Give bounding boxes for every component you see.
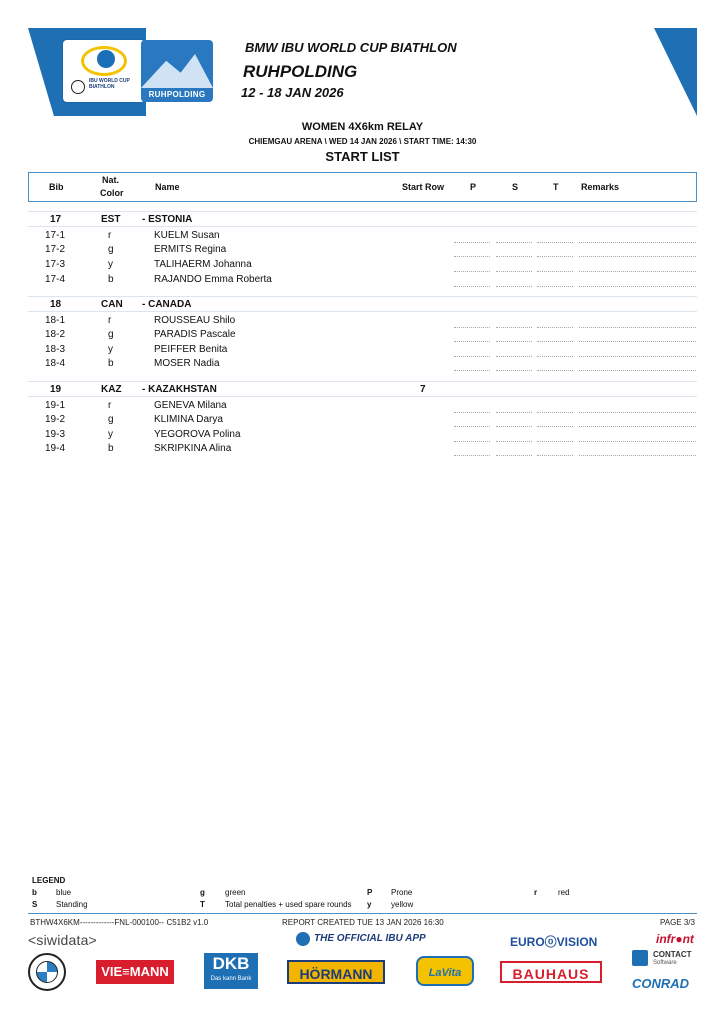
athlete-bib: 17-3 [45,259,66,270]
athlete-row [28,357,697,372]
total-line [537,341,573,342]
total-line [537,271,573,272]
team-name: - KAZAKHSTAN [142,384,217,395]
athlete-row [28,314,697,329]
document-code: BTHW4X6KM-------------FNL-000100-- C51B2 v1.0 [30,918,209,927]
page-number: PAGE 3/3 [660,918,695,927]
athlete-name: PARADIS Pascale [154,329,236,340]
total-line [537,286,573,287]
viessmann-logo: VIE≡MANN [96,960,174,984]
athlete-bib: 17-4 [45,274,66,285]
contact-logo: CONTACT [653,950,692,959]
team-nat: CAN [101,299,123,310]
athlete-bib: 17-2 [45,244,66,255]
athlete-bib: 17-1 [45,230,66,241]
team-row [28,296,697,312]
team-nat: EST [101,214,121,225]
athlete-color: r [108,400,112,411]
official-app-text: THE OFFICIAL IBU APP [314,933,426,944]
athlete-color: y [108,429,113,440]
prone-line [454,341,490,342]
report-created: REPORT CREATED TUE 13 JAN 2026 16:30 [282,918,444,927]
legend-key: b [32,888,37,897]
athlete-row [28,229,697,244]
remarks-line [579,271,696,272]
race-title: WOMEN 4X6km RELAY [301,121,424,133]
col-color: Color [100,188,124,198]
prone-line [454,370,490,371]
remarks-line [579,455,696,456]
remarks-line [579,341,696,342]
column-header [28,172,697,202]
athlete-row [28,273,697,288]
ibu-world-cup-logo [63,40,145,102]
event-venue: RUHPOLDING [243,62,358,81]
athlete-bib: 19-3 [45,429,66,440]
race-subtitle: CHIEMGAU ARENA \ WED 14 JAN 2026 \ START TIME: 14:30 [248,137,477,146]
standing-line [496,286,532,287]
team-row [28,381,697,397]
legend-key: S [32,900,38,909]
prone-line [454,271,490,272]
team-start-row: 7 [420,384,426,395]
col-prone: P [470,182,477,192]
athlete-color: g [108,244,114,255]
prone-line [454,286,490,287]
team-bib: 17 [50,214,62,225]
athlete-color: b [108,443,114,454]
legend-key: g [200,888,205,897]
col-start-row: Start Row [402,182,445,192]
dkb-tagline: Das kann Bank [210,976,252,982]
dkb-logo [204,953,258,989]
standing-line [496,256,532,257]
legend-key: y [367,900,372,909]
legend-key: P [367,888,373,897]
contact-sub: Software [653,960,677,966]
athlete-bib: 18-3 [45,344,66,355]
team-bib: 19 [50,384,62,395]
team-nat: KAZ [101,384,122,395]
athlete-name: MOSER Nadia [154,358,220,369]
team-row [28,211,697,227]
remarks-line [579,286,696,287]
athlete-bib: 18-1 [45,315,66,326]
bmw-small-icon [71,80,85,94]
bauhaus-logo: BAUHAUS [500,961,602,983]
athlete-row [28,343,697,358]
standing-line [496,370,532,371]
start-list-title: START LIST [325,149,400,164]
eurovision-logo: EUROⓞVISION [510,935,598,949]
athlete-name: RAJANDO Emma Roberta [154,274,272,285]
total-line [537,426,573,427]
athlete-color: r [108,230,112,241]
dkb-text: DKB [212,954,250,973]
siwidata-logo: <siwidata> [28,932,97,948]
athlete-color: b [108,358,114,369]
legend-title: LEGEND [32,876,66,885]
header-band-right [654,28,697,116]
athlete-row [28,428,697,443]
athlete-color: b [108,274,114,285]
total-line [537,256,573,257]
ruhpolding-logo-text: RUHPOLDING [148,90,206,99]
athlete-color: y [108,259,113,270]
athlete-bib: 18-4 [45,358,66,369]
athlete-bib: 19-2 [45,414,66,425]
standing-line [496,271,532,272]
legend-desc: red [558,888,570,897]
team-name: - ESTONIA [142,214,193,225]
legend-key: T [200,900,205,909]
athlete-color: g [108,329,114,340]
athlete-row [28,399,697,414]
legend-key: r [534,888,538,897]
col-standing: S [512,182,519,192]
standing-line [496,455,532,456]
bmw-logo [28,953,66,991]
team-bib: 18 [50,299,62,310]
prone-line [454,426,490,427]
ibu-logo-text: IBU WORLD CUP BIATHLON [89,78,130,90]
athlete-name: TALIHAERM Johanna [154,259,252,270]
col-remarks: Remarks [581,182,620,192]
legend-desc: Prone [391,888,413,897]
athlete-name: ERMITS Regina [154,244,227,255]
team-name: - CANADA [142,299,192,310]
col-total: T [553,182,559,192]
ibu-app-icon [296,932,310,946]
standing-line [496,341,532,342]
footer-divider [28,913,697,914]
standing-line [496,426,532,427]
athlete-bib: 18-2 [45,329,66,340]
athlete-bib: 19-1 [45,400,66,411]
col-nat: Nat. [102,175,120,185]
infront-logo: infr●nt [656,932,694,946]
athlete-row [28,413,697,428]
hoermann-logo: HÖRMANN [287,960,385,984]
legend-desc: yellow [391,900,414,909]
athlete-row [28,243,697,258]
athlete-row [28,442,697,457]
athlete-color: y [108,344,113,355]
event-dates: 12 - 18 JAN 2026 [241,85,344,100]
legend-desc: Total penalties + used spare rounds [225,900,352,909]
contact-software-icon [632,950,648,966]
event-title: BMW IBU WORLD CUP BIATHLON [245,40,457,55]
col-name: Name [155,182,180,192]
bmw-roundel-icon [36,961,58,983]
conrad-logo: CONRAD [632,976,690,991]
ibu-globe-icon [97,50,115,68]
remarks-line [579,426,696,427]
remarks-line [579,256,696,257]
ruhpolding-logo [141,40,213,102]
athlete-name: PEIFFER Benita [154,344,228,355]
athlete-name: ROUSSEAU Shilo [154,315,236,326]
athlete-color: g [108,414,114,425]
legend-desc: green [225,888,246,897]
prone-line [454,455,490,456]
athlete-name: YEGOROVA Polina [154,429,241,440]
remarks-line [579,370,696,371]
athlete-name: GENEVA Milana [154,400,227,411]
athlete-name: KLIMINA Darya [154,414,223,425]
athlete-row [28,328,697,343]
lavita-logo: LaVita [416,956,474,986]
athlete-name: SKRIPKINA Alina [154,443,232,454]
prone-line [454,256,490,257]
athlete-row [28,258,697,273]
total-line [537,455,573,456]
mountain-icon [141,54,213,88]
legend-desc: blue [56,888,72,897]
athlete-name: KUELM Susan [154,230,220,241]
athlete-color: r [108,315,112,326]
athlete-bib: 19-4 [45,443,66,454]
legend-desc: Standing [56,900,88,909]
total-line [537,370,573,371]
col-bib: Bib [49,182,64,192]
